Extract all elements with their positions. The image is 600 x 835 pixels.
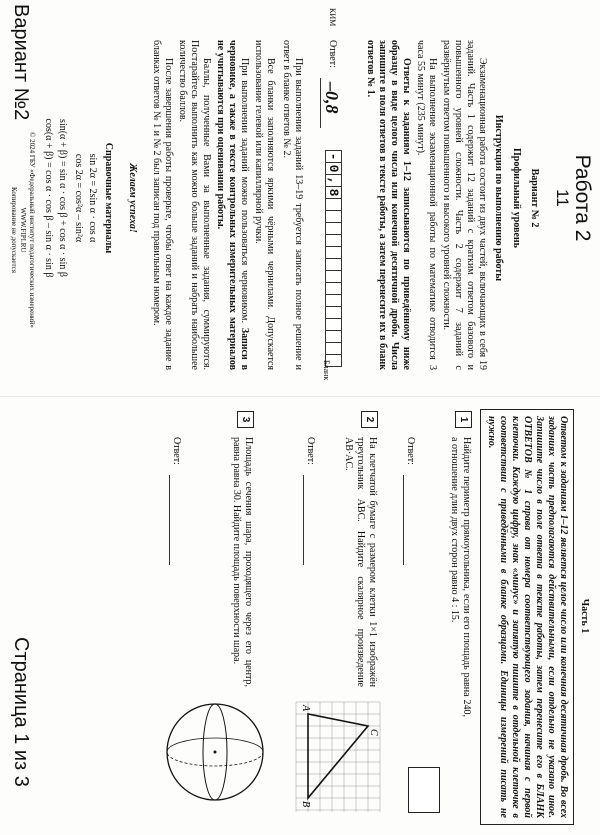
wish-text: Желаем успеха!: [127, 163, 138, 233]
kim-label: КИМ: [328, 8, 337, 27]
task-text-2: На клетчатой бумаге с размером клетки 1×1 изображён треугольник ABC. Найдите скалярное произведение AB·AC.: [343, 437, 378, 687]
task-text-3: Площадь сечения шара, проходящего через его центр, равна равна 30. Найдите площадь поверхности шара.: [231, 437, 254, 687]
paragraph-draft: [214, 40, 250, 370]
formula-sin-sum: sin(α + β) = sin α · cos β + cos α · sin β: [57, 119, 68, 277]
triangle-abc: [308, 714, 368, 798]
sphere-figure: [160, 697, 270, 807]
sample-cell: 8: [325, 186, 342, 199]
triangle-grid-figure: [285, 697, 385, 817]
paragraph-part2: При выполнении заданий 13–19 требуется записать полное решение и ответ в бланке ответов № 2.: [281, 40, 304, 370]
copyright: [9, 120, 36, 340]
reference-title: Справочные материалы: [103, 142, 114, 254]
sample-answer-cells: [325, 150, 342, 366]
paragraph-structure: Экзаменационная работа состоит из двух частей, включающих в себя 19 заданий. Часть 1 содержит 12 заданий с кратким ответом базового и повышенного уровней сложности. Часть 2 содержит 7 заданий с развёрнутым ответом повышенного и высокого уровней сложности.: [441, 40, 488, 370]
vertex-a: A: [300, 705, 311, 712]
answer-label-2: Ответ:: [305, 437, 316, 465]
answer-line-2[interactable]: [303, 475, 304, 565]
draft-text: При выполнении заданий можно пользоваться черновиком.: [239, 58, 250, 328]
paragraph-answers: Ответы к заданиям 1–12 записываются по приведённому ниже образцу в виде целого числа или конечной десятичной дроби. Числа запишите в поля ответов в тексте работы, а затем перенесите их в бланк ответов № 1.: [365, 40, 412, 370]
formula-cos-sum: cos(α + β) = cos α · cos β – sin α · sin β: [43, 118, 54, 278]
variant-big: Вариант №2: [10, 4, 32, 121]
vertex-b: B: [300, 801, 311, 808]
sample-cell: ,: [325, 174, 342, 187]
task-text-1: Найдите периметр прямоугольника, если его площадь равна 240, а отношение длин двух сторон равно 4 : 15.: [449, 437, 472, 717]
task-number-3: 3: [237, 411, 254, 428]
sample-answer-label: Ответ:: [327, 40, 338, 68]
paragraph-ink: Все бланки заполняются яркими чёрными чернилами. Допускается использование гелевой или капиллярной ручки.: [253, 40, 276, 370]
variant-small: Вариант № 2: [529, 168, 540, 228]
part-title: Часть 1: [579, 598, 590, 634]
blank-label: Бланк: [322, 360, 331, 381]
page-footer: Страница 1 из 3: [10, 637, 32, 787]
formula-sin2: sin 2α = 2sin α · cos α: [87, 153, 98, 243]
formula-cos2: cos 2α = cos²α – sin²α: [73, 153, 84, 243]
answer-label-1: Ответ:: [405, 437, 416, 465]
answer-line-3[interactable]: [169, 475, 170, 565]
tasks-page: [0, 396, 600, 835]
instructions-title: Инструкция по выполнению работы: [493, 114, 504, 282]
task-number-1: 1: [455, 411, 472, 428]
answer-key-box-1[interactable]: [408, 767, 440, 813]
sample-cell: 0: [325, 162, 342, 175]
sample-answer-value: –0,8: [322, 82, 342, 114]
paragraph-duration: На выполнение экзаменационной работы по математике отводится 3 часа 55 минут (235 минут).: [415, 40, 438, 370]
level-title: Профильный уровень: [511, 148, 522, 248]
work-title: Работа 2: [571, 154, 594, 242]
paragraph-scores: Баллы, полученные Вами за выполненные задания, суммируются. Постарайтесь выполнить как можно больше заданий и набрать наибольшее количество баллов.: [177, 40, 212, 370]
answer-label-3: Ответ:: [171, 437, 182, 465]
copyright-line: © 2024 ГБУ «Федеральный институт педагогических измерений» WWW.FIPI.RU: [19, 132, 36, 328]
answer-line-1[interactable]: [403, 475, 404, 565]
work-number: 11: [553, 189, 572, 207]
vertex-c: C: [368, 729, 379, 736]
sample-cell: -: [325, 150, 342, 163]
paragraph-check: После завершения работы проверьте, чтобы ответ на каждое задание в бланках ответов № 1 и № 2 был записан под правильным номером.: [151, 40, 174, 370]
part-instructions: Ответом к заданиям 1–12 является целое число или конечная десятичная дробь. Во всех заданиях часть предполагаются действительными, если отдельно не указано иное. Запишите число в поле ответа в тексте работы, затем перенесите его в БЛАНК ОТВЕТОВ № 1 справа от номера соответствующего задания, начиная с первой клеточки. Каждую цифру, знак «минус» и запятую пишите в отдельной клеточке в соответствии с приведёнными в бланке образцами. Единицы измерений писать не нужно.: [480, 409, 574, 825]
sample-answer-line: [320, 78, 321, 128]
instructions-page: [0, 0, 600, 396]
copy-warning: Копирование не допускается: [10, 187, 18, 273]
task-number-2: 2: [361, 411, 378, 428]
draft-note: Записи в черновике, а также в тексте контрольных измерительных материалов не учитываются при оценивании работы.: [215, 40, 250, 370]
